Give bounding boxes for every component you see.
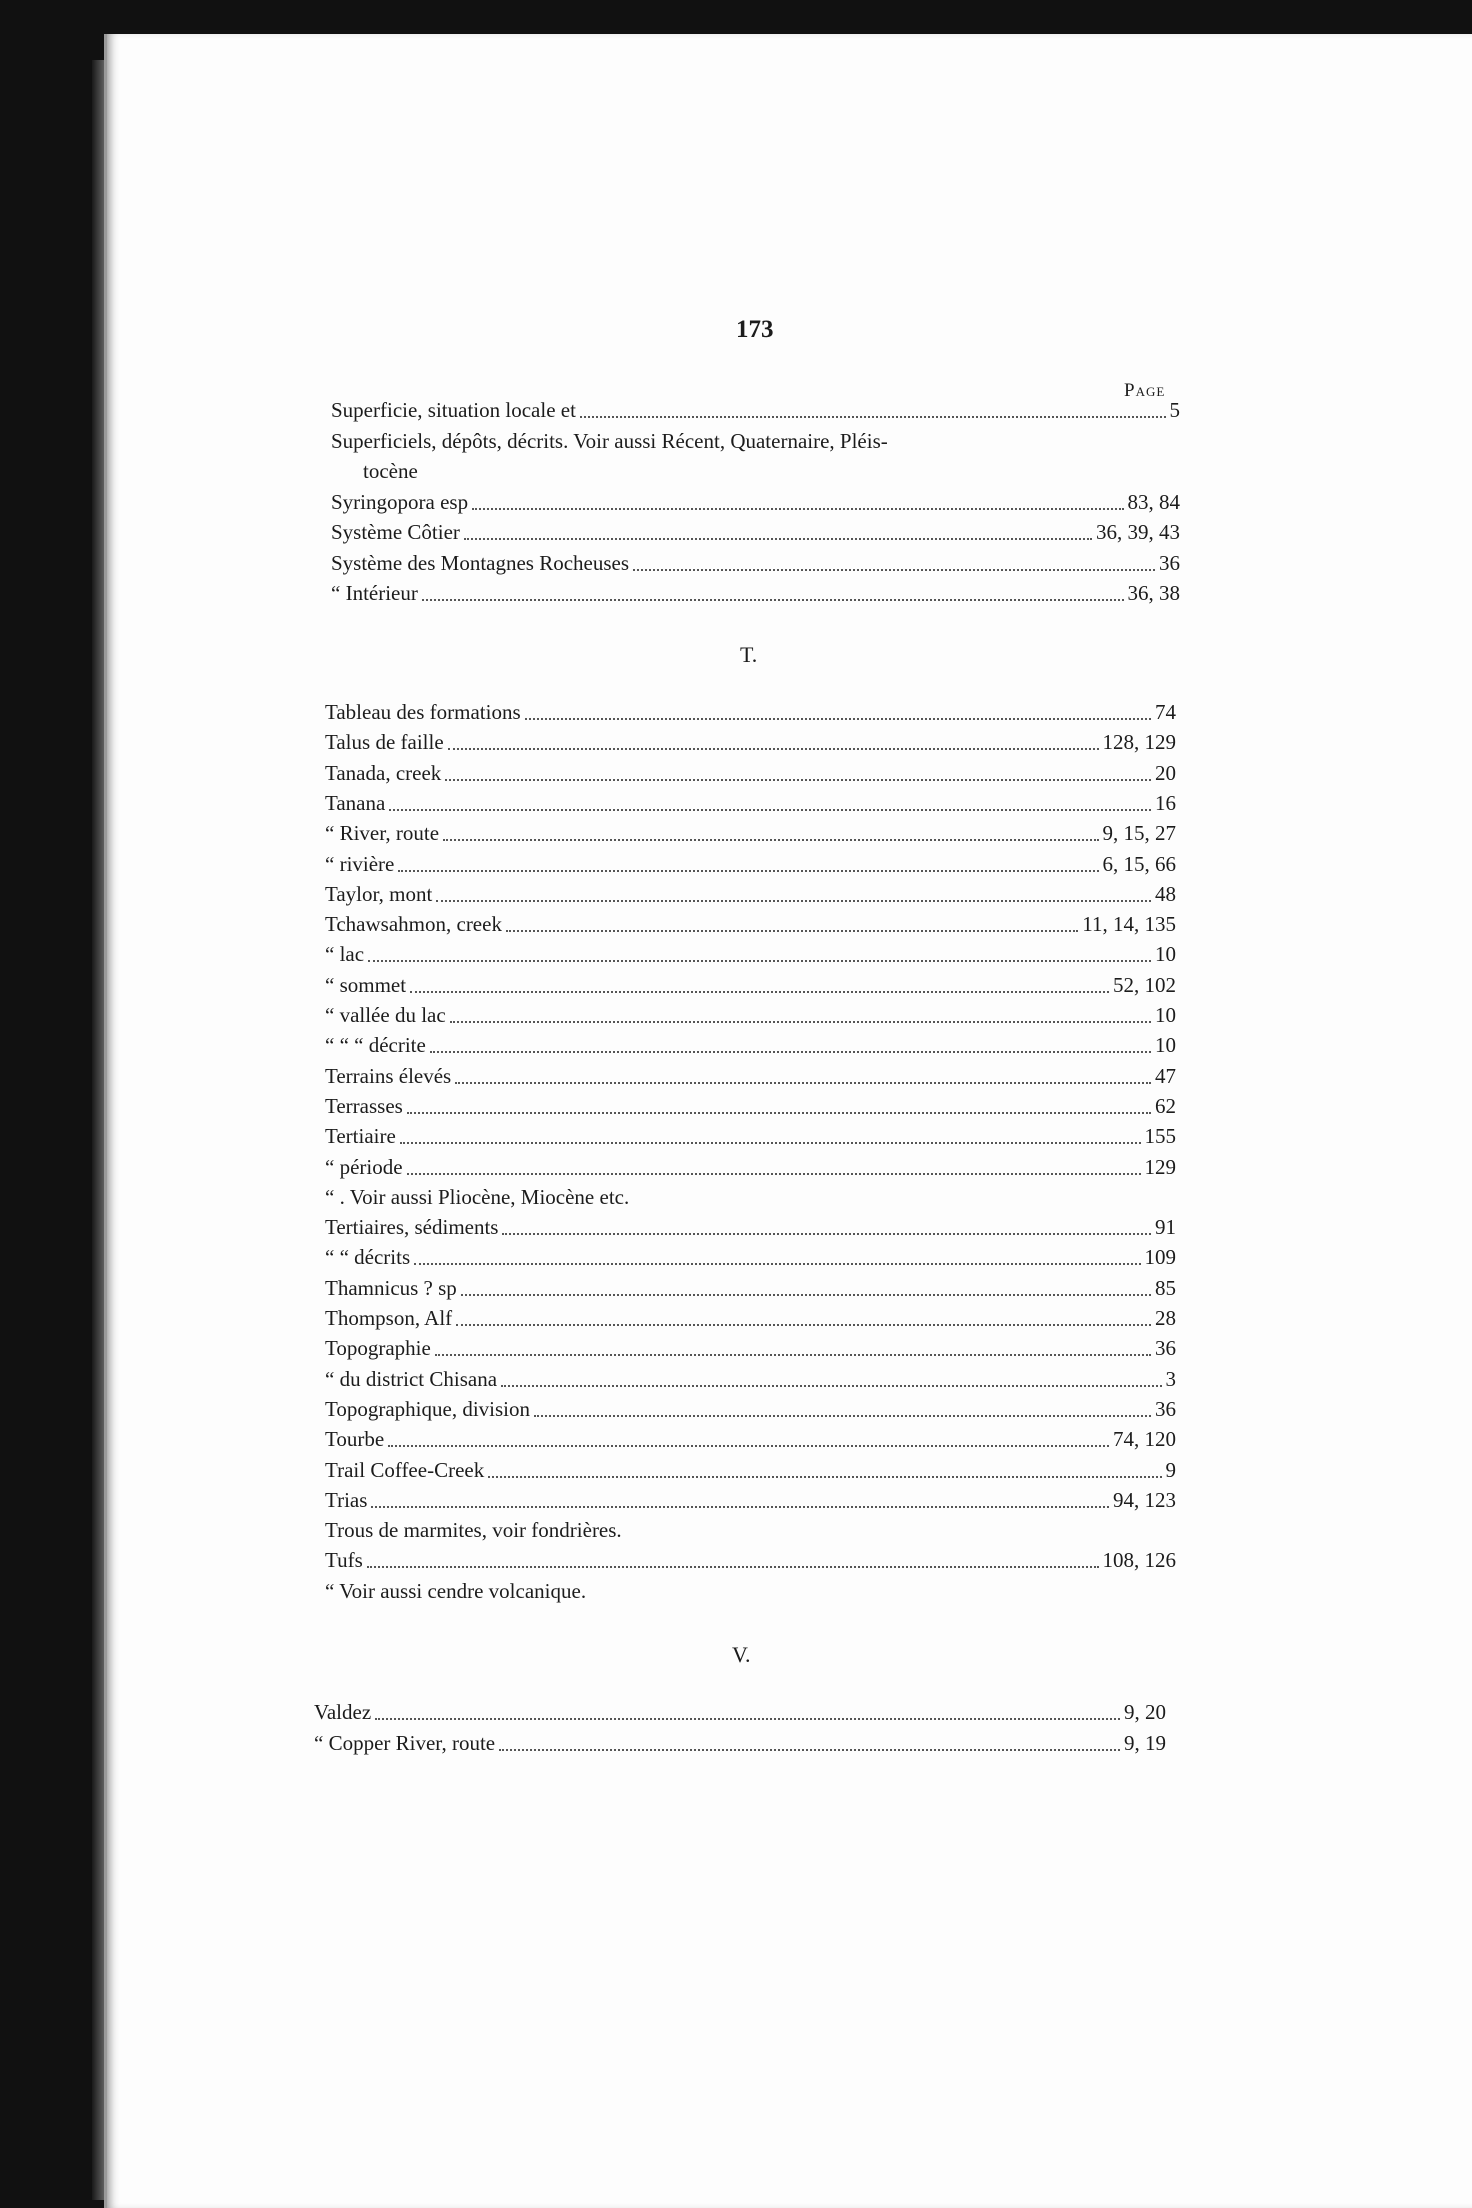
entry-term: Tourbe [325,1427,385,1452]
index-entry [325,1397,1176,1422]
entry-term: Tchawsahmon, creek [325,912,502,937]
entry-page-refs: 52, 102 [1113,972,1176,997]
index-entry [325,1276,1176,1301]
entry-term: “ rivière [325,851,395,876]
entry-page-refs: 10 [1155,1033,1176,1058]
entry-page-refs: 16 [1155,790,1176,815]
dot-leader [472,507,1123,510]
entry-term: “ “ “ décrite [325,1033,426,1058]
dot-leader [410,990,1109,993]
entry-term: “ période [325,1154,403,1179]
dot-leader [525,717,1151,720]
index-entry-text: “ Voir aussi cendre volcanique. [325,1578,587,1603]
index-entry [325,761,1176,786]
dot-leader [445,778,1151,781]
entry-term: Thamnicus ? sp [325,1275,457,1300]
entry-term: “ vallée du lac [325,1003,446,1027]
entry-term: Tertiaire [325,1124,396,1149]
entry-page-refs: 108, 126 [1102,1548,1176,1573]
entry-page-refs: 20 [1155,760,1176,785]
entry-term: Tertiaires, sédiments [325,1215,499,1240]
index-entry-text: tocène [363,459,418,483]
entry-page-refs: 129 [1144,1154,1176,1179]
entry-page-refs: 3 [1165,1366,1176,1391]
entry-page-refs: 109 [1144,1245,1176,1270]
dot-leader [502,1232,1151,1235]
index-entry [325,1033,1176,1058]
entry-page-refs: 28 [1155,1306,1176,1330]
entry-term: “ River, route [325,821,440,846]
dot-leader [422,598,1124,601]
entry-page-refs: 47 [1155,1063,1176,1088]
entry-term: Terrains élevés [325,1063,452,1088]
dot-leader [461,1293,1151,1296]
entry-page-refs: 9, 15, 27 [1102,821,1176,846]
entry-term: Tanada, creek [325,760,442,785]
entry-page-refs: 62 [1155,1093,1176,1118]
book-page [104,34,1472,2208]
entry-term: Tufs [325,1548,363,1573]
entry-page-refs: 83, 84 [1127,489,1180,514]
entry-page-refs: 9, 19 [1124,1730,1166,1755]
entry-term: Talus de faille [325,730,444,755]
entry-page-refs: 155 [1144,1124,1176,1149]
dot-leader [633,568,1155,571]
dot-leader [499,1748,1120,1751]
entry-term: “ Intérieur [331,581,418,605]
entry-term: Syringopora esp [331,489,469,514]
dot-leader [400,1141,1141,1144]
entry-page-refs: 9 [1165,1457,1176,1482]
entry-page-refs: 10 [1155,942,1176,967]
index-entry [325,791,1176,816]
index-entry [325,973,1176,998]
index-entry-text: “ . Voir aussi Pliocène, Miocène etc. [325,1184,630,1209]
index-entry [325,852,1176,877]
index-entry [331,520,1180,545]
entry-term: “ Copper River, route [314,1730,496,1755]
index-entry [314,1700,1166,1725]
entry-page-refs: 74, 120 [1113,1427,1176,1452]
page-number: 173 [736,316,774,343]
entry-term: “ “ décrits [325,1245,411,1270]
entry-term: Trias [325,1487,368,1512]
dot-leader [398,869,1098,872]
entry-page-refs: 10 [1155,1003,1176,1027]
index-entry [325,1306,1176,1331]
index-entry [325,821,1176,846]
entry-term: “ sommet [325,972,407,997]
entry-page-refs: 9, 20 [1124,1700,1166,1724]
entry-term: Topographie [325,1336,431,1361]
dot-leader [407,1111,1151,1114]
dot-leader [388,1444,1109,1447]
entry-term: Terrasses [325,1093,403,1118]
entry-page-refs: 36 [1155,1336,1176,1361]
index-entry-text: Superficiels, dépôts, décrits. Voir aussi Récent, Quaternaire, Pléis- [331,428,888,453]
entry-page-refs: 128, 129 [1102,730,1176,755]
dot-leader [506,929,1078,932]
dot-leader [455,1081,1151,1084]
index-entry [325,1215,1176,1240]
dot-leader [375,1717,1120,1720]
entry-page-refs: 36 [1159,550,1180,575]
index-entry [325,1367,1176,1392]
index-entry [331,490,1180,515]
dot-leader [368,959,1151,962]
entry-term: Thompson, Alf [325,1306,453,1330]
entry-page-refs: 6, 15, 66 [1102,851,1176,876]
index-entry [325,700,1176,725]
dot-leader [580,415,1166,418]
index-entry [325,1094,1176,1119]
entry-term: Système Côtier [331,520,460,544]
entry-page-refs: 5 [1169,398,1180,422]
index-entry [331,581,1180,606]
dot-leader [389,808,1151,811]
index-entry [325,1458,1176,1483]
index-entry [325,1548,1176,1573]
index-entry-text: Trous de marmites, voir fondrières. [325,1518,622,1543]
index-entry [325,1003,1176,1028]
index-entry [325,1488,1176,1513]
index-entry [325,942,1176,967]
section-heading-t: T. [740,642,758,667]
dot-leader [456,1323,1151,1326]
dot-leader [448,747,1099,750]
index-entry [325,1155,1176,1180]
index-entry [325,912,1176,937]
index-entry [331,551,1180,576]
entry-page-refs: 36, 38 [1127,581,1180,605]
dot-leader [534,1414,1151,1417]
entry-term: Taylor, mont [325,881,433,906]
dot-leader [443,838,1098,841]
index-entry [325,1124,1176,1149]
dot-leader [435,1353,1151,1356]
entry-page-refs: 11, 14, 135 [1082,912,1176,937]
entry-page-refs: 36, 39, 43 [1096,520,1180,544]
entry-term: “ lac [325,942,365,967]
index-entry [331,398,1180,423]
entry-page-refs: 36 [1155,1396,1176,1421]
index-entry [325,882,1176,907]
index-entry [325,1336,1176,1361]
entry-term: Tanana [325,790,386,815]
entry-term: “ du district Chisana [325,1366,498,1391]
page-column-header: Page [1124,380,1166,401]
dot-leader [488,1475,1161,1478]
entry-page-refs: 74 [1155,700,1176,724]
entry-term: Trail Coffee-Creek [325,1457,485,1482]
dot-leader [407,1172,1141,1175]
entry-page-refs: 94, 123 [1113,1487,1176,1512]
dot-leader [414,1262,1140,1265]
entry-term: Tableau des formations [325,700,521,724]
entry-term: Système des Montagnes Rocheuses [331,550,630,575]
entry-page-refs: 48 [1155,881,1176,906]
dot-leader [501,1384,1161,1387]
index-entry [314,1731,1166,1756]
dot-leader [367,1565,1099,1568]
index-entry [325,730,1176,755]
index-entry [325,1427,1176,1452]
entry-page-refs: 85 [1155,1275,1176,1300]
dot-leader [436,899,1151,902]
entry-term: Topographique, division [325,1396,531,1421]
dot-leader [450,1020,1151,1023]
entry-term: Superficie, situation locale et [331,398,576,422]
dot-leader [464,537,1092,540]
entry-term: Valdez [314,1700,372,1724]
dot-leader [430,1050,1151,1053]
index-entry [325,1245,1176,1270]
dot-leader [371,1505,1109,1508]
entry-page-refs: 91 [1155,1215,1176,1240]
section-heading-v: V. [732,1642,751,1667]
index-entry [325,1064,1176,1089]
